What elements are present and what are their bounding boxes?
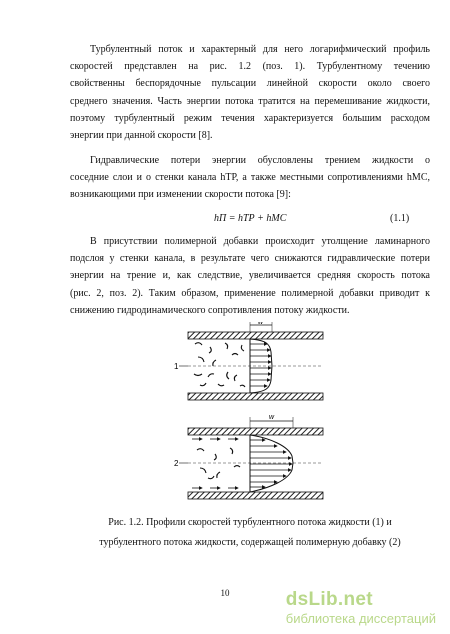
pipe-2-width-label: w — [269, 414, 275, 421]
paragraph-line: соседние слои и о стенки канала hТР, а также местными сопротивлениями hМС, — [70, 172, 430, 184]
pipe-1 — [174, 322, 323, 400]
pipe-1-width-label: w — [258, 322, 264, 326]
paragraph-line: Турбулентный поток и характерный для него логарифмический профиль — [90, 44, 430, 55]
page-number: 10 — [220, 588, 230, 598]
pipe-1-velocity-arrows — [250, 344, 271, 386]
paragraph-line: (рис. 2, поз. 2). Таким образом, применение полимерной добавки приводит к — [70, 287, 430, 299]
pipe-2-top-wall — [188, 428, 323, 435]
figure-drawing — [170, 322, 330, 507]
pipe-2-wall-arrows — [192, 439, 238, 488]
formula-expression: hП = hТР + hМС — [214, 213, 287, 224]
caption-line-2: турбулентного потока жидкости, содержащей полимерную добавку (2) — [99, 537, 401, 548]
pipe-2-velocity-arrows — [250, 440, 292, 487]
watermark — [286, 589, 436, 626]
pipe-2-label: 2 — [174, 459, 179, 468]
paragraph-line: энергии на трение и, как следствие, увеличивается средняя скорость потока — [70, 270, 430, 282]
figure-container — [170, 322, 330, 507]
pipe-1-label: 1 — [174, 362, 179, 371]
paragraph-line: подслоя у стенки канала, в результате чего снижаются гидравлические потери — [70, 253, 430, 265]
paragraph-line: В присутствии полимерной добавки происходит утолщение ламинарного — [90, 236, 430, 247]
pipe-1-top-wall — [188, 332, 323, 339]
paragraph-line: поэтому турбулентный режим течения характеризуется большим расходом — [70, 112, 430, 124]
formula-number: (1.1) — [390, 213, 410, 224]
paragraph-line: снижению гидродинамического сопротивления потоку жидкости. — [70, 304, 350, 316]
paragraph-line: свойственны беспорядочные пульсации линейной скорости около своего — [70, 78, 430, 90]
figure-caption — [70, 513, 430, 553]
paragraph-line: возникающими при изменении скорости потока [9]: — [70, 189, 291, 201]
paragraph-line: энергии при данной скорости [8]. — [70, 130, 213, 142]
paragraph-line: скоростей представлен на рис. 1.2 (поз. 1). Турбулентному течению — [70, 61, 430, 73]
pipe-2 — [174, 414, 323, 499]
watermark-tagline: библиотека диссертаций — [285, 611, 436, 626]
watermark-logo: dsLib.net — [285, 589, 373, 610]
paragraph-line: Гидравлические потери энергии обусловлены трением жидкости о — [90, 155, 430, 166]
pipe-1-bottom-wall — [188, 393, 323, 400]
pipe-1-eddies — [194, 343, 245, 387]
paragraph-line: среднего значения. Часть энергии потока тратится на перемешивание жидкости, — [70, 95, 430, 107]
pipe-2-eddies — [197, 448, 240, 479]
pipe-2-profile-curve — [250, 435, 293, 492]
caption-line-1: Рис. 1.2. Профили скоростей турбулентного потока жидкости (1) и — [108, 517, 392, 528]
pipe-2-bottom-wall — [188, 492, 323, 499]
velocity-profiles-figure — [0, 0, 160, 260]
